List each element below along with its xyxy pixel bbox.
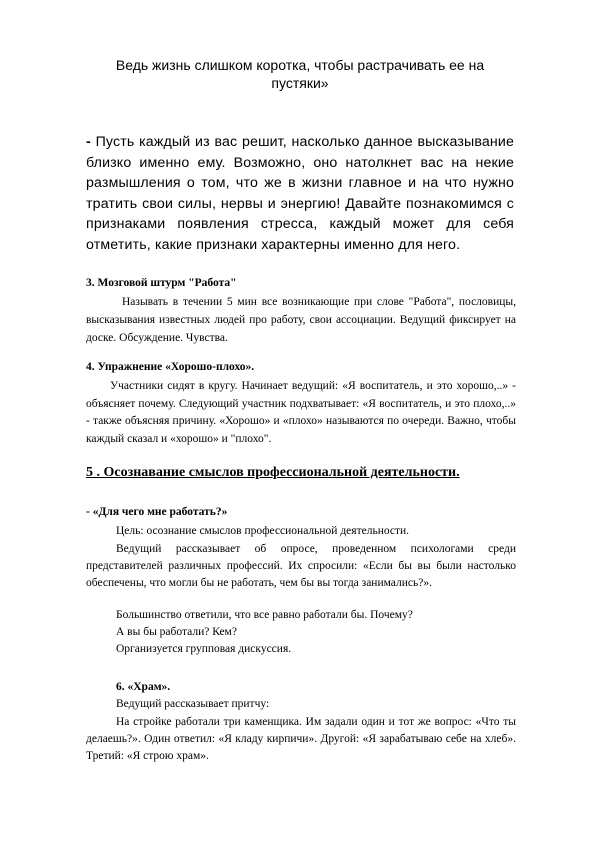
section-3-text: Называть в течении 5 мин все возникающие при слове "Работа", пословицы, высказывания известных людей про работу, свои ассоциации. Ведущий фиксирует на доске. Обсуждение. Чувства. <box>86 296 516 344</box>
section-6-heading: 6. «Храм». <box>116 681 171 693</box>
section-5-heading: 5 . Осознавание смыслов профессиональной деятельности. <box>86 465 460 480</box>
section-5-story: Ведущий рассказывает об опросе, проведенном психологами среди представителей различных профессий. Их спросили: «Если бы вы были настолько обеспечены, что могли бы не работать, чем бы вы тогда занимались?». <box>86 543 516 589</box>
intro-text: Пусть каждый из вас решит, насколько данное высказывание близко именно ему. Возможно, оно натолкнет вас на некие размышления о том, что же в жизни главное и на что нужно тратить свои силы, нервы и энергию! Давайте познакомимся с признаками появления стресса, каждый может для себя отметить, какие признаки характерны именно для него. <box>86 134 514 253</box>
section-5-subheading: - «Для чего мне работать?» <box>86 506 228 518</box>
section-5-goal: Цель: осознание смыслов профессиональной деятельности. <box>116 525 410 537</box>
quote-text: Ведь жизнь слишком коротка, чтобы растрачивать ее на пустяки» <box>115 57 485 91</box>
section-5-question: А вы бы работали? Кем? <box>116 626 237 638</box>
section-4-text: Участники сидят в кругу. Начинает ведущий: «Я воспитатель, и это хорошо,..» - объясняет почему. Следующий участник подхватывает: «Я воспитатель, и это плохо,..» - также объясняя причину. «Хорошо» и «плохо» называются по очереди. Важно, чтобы каждый сказал и «хорошо» и "плохо". <box>86 380 516 445</box>
section-3-heading: 3. Мозговой штурм "Работа" <box>86 277 237 289</box>
intro-dash: - <box>86 134 91 150</box>
section-6-intro: Ведущий рассказывает притчу: <box>116 698 270 710</box>
section-5-discussion: Организуется групповая дискуссия. <box>116 643 292 655</box>
section-4-heading: 4. Упражнение «Хорошо-плохо». <box>86 361 255 373</box>
intro-paragraph <box>86 132 514 255</box>
section-5-answer: Большинство ответили, что все равно работали бы. Почему? <box>116 609 413 621</box>
section-6-text: На стройке работали три каменщика. Им задали один и тот же вопрос: «Что ты делаешь?». Один ответил: «Я кладу кирпичи». Другой: «Я зарабатываю себе на хлеб». Третий: «Я строю храм». <box>86 716 516 762</box>
